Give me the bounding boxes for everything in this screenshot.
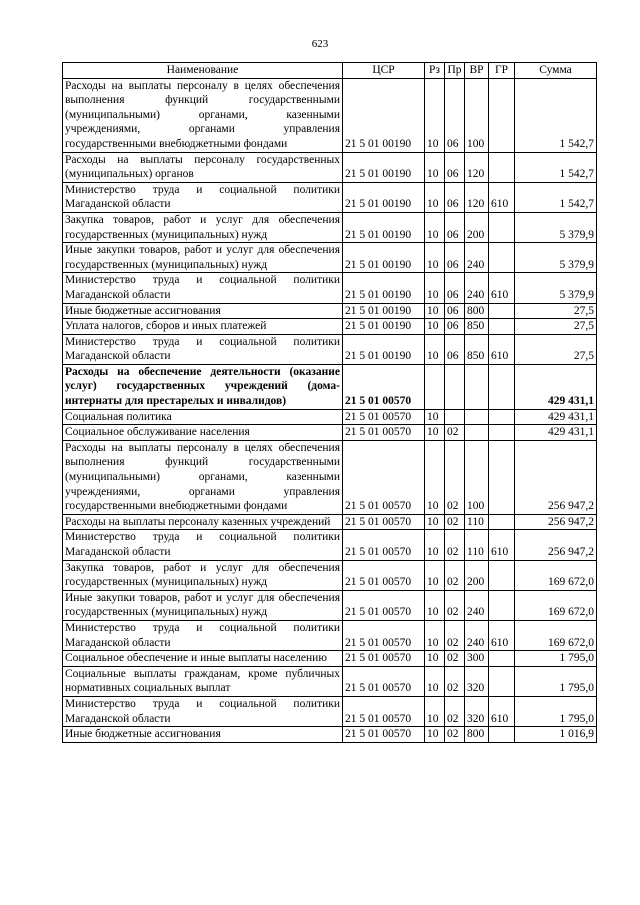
- cell-gr: 610: [489, 620, 515, 650]
- cell-sum: 429 431,1: [515, 409, 597, 425]
- cell-csr: 21 5 01 00570: [343, 364, 425, 409]
- table-row: [63, 590, 597, 620]
- cell-pr: 02: [445, 666, 465, 696]
- column-header-csr: ЦСР: [343, 63, 425, 79]
- cell-vr: 200: [465, 560, 489, 590]
- cell-name: Иные бюджетные ассигнования: [63, 303, 343, 319]
- cell-gr: 610: [489, 273, 515, 303]
- table-row: [63, 273, 597, 303]
- table-row: [63, 440, 597, 514]
- cell-pr: [445, 364, 465, 409]
- cell-sum: 1 795,0: [515, 651, 597, 667]
- cell-gr: [489, 651, 515, 667]
- cell-vr: 120: [465, 182, 489, 212]
- cell-name: Расходы на выплаты персоналу государственных (муниципальных) органов: [63, 152, 343, 182]
- cell-gr: 610: [489, 334, 515, 364]
- cell-sum: 5 379,9: [515, 273, 597, 303]
- cell-vr: 110: [465, 530, 489, 560]
- cell-gr: [489, 666, 515, 696]
- cell-name: Социальное обслуживание населения: [63, 425, 343, 441]
- cell-sum: 429 431,1: [515, 425, 597, 441]
- cell-vr: 100: [465, 78, 489, 152]
- table-row: [63, 364, 597, 409]
- cell-pr: 02: [445, 651, 465, 667]
- column-header-pr: Пр: [445, 63, 465, 79]
- cell-gr: 610: [489, 182, 515, 212]
- table-row: [63, 666, 597, 696]
- cell-csr: 21 5 01 00570: [343, 530, 425, 560]
- cell-name: Закупка товаров, работ и услуг для обеспечения государственных (муниципальных) нужд: [63, 560, 343, 590]
- cell-rz: 10: [425, 152, 445, 182]
- cell-name: Расходы на обеспечение деятельности (оказание услуг) государственных учреждений (дома-интернаты для престарелых и инвалидов): [63, 364, 343, 409]
- cell-csr: 21 5 01 00190: [343, 182, 425, 212]
- cell-pr: [445, 409, 465, 425]
- cell-gr: [489, 514, 515, 530]
- cell-gr: [489, 364, 515, 409]
- cell-rz: 10: [425, 334, 445, 364]
- cell-gr: [489, 243, 515, 273]
- cell-sum: 1 542,7: [515, 152, 597, 182]
- cell-vr: 240: [465, 273, 489, 303]
- column-header-sum: Сумма: [515, 63, 597, 79]
- cell-gr: [489, 425, 515, 441]
- cell-pr: 06: [445, 152, 465, 182]
- cell-sum: 169 672,0: [515, 590, 597, 620]
- cell-name: Министерство труда и социальной политики Магаданской области: [63, 182, 343, 212]
- cell-sum: 429 431,1: [515, 364, 597, 409]
- cell-name: Министерство труда и социальной политики Магаданской области: [63, 334, 343, 364]
- cell-name: Расходы на выплаты персоналу в целях обеспечения выполнения функций государственными (муниципальными) органами, казенными учреждениями, органами управления государственными внебюджетными фондами: [63, 440, 343, 514]
- cell-sum: 1 016,9: [515, 727, 597, 743]
- cell-vr: 100: [465, 440, 489, 514]
- cell-name: Министерство труда и социальной политики Магаданской области: [63, 696, 343, 726]
- cell-csr: 21 5 01 00190: [343, 273, 425, 303]
- cell-pr: 06: [445, 243, 465, 273]
- cell-rz: [425, 364, 445, 409]
- table-row: [63, 425, 597, 441]
- cell-pr: 02: [445, 530, 465, 560]
- cell-rz: 10: [425, 440, 445, 514]
- table-row: [63, 303, 597, 319]
- cell-vr: 300: [465, 651, 489, 667]
- cell-csr: 21 5 01 00570: [343, 696, 425, 726]
- cell-csr: 21 5 01 00190: [343, 152, 425, 182]
- table-row: [63, 696, 597, 726]
- cell-sum: 1 795,0: [515, 666, 597, 696]
- table-row: [63, 620, 597, 650]
- cell-pr: 06: [445, 212, 465, 242]
- cell-sum: 5 379,9: [515, 212, 597, 242]
- cell-gr: [489, 560, 515, 590]
- cell-gr: [489, 303, 515, 319]
- cell-rz: 10: [425, 560, 445, 590]
- cell-csr: 21 5 01 00190: [343, 334, 425, 364]
- cell-pr: 06: [445, 319, 465, 335]
- cell-rz: 10: [425, 409, 445, 425]
- cell-pr: 06: [445, 303, 465, 319]
- table-row: [63, 560, 597, 590]
- cell-name: Иные закупки товаров, работ и услуг для обеспечения государственных (муниципальных) нужд: [63, 243, 343, 273]
- cell-rz: 10: [425, 590, 445, 620]
- cell-sum: 256 947,2: [515, 514, 597, 530]
- table-body: [63, 78, 597, 742]
- cell-gr: 610: [489, 530, 515, 560]
- cell-rz: 10: [425, 651, 445, 667]
- cell-csr: 21 5 01 00570: [343, 590, 425, 620]
- cell-rz: 10: [425, 666, 445, 696]
- table-row: [63, 152, 597, 182]
- cell-csr: 21 5 01 00570: [343, 560, 425, 590]
- table-row: [63, 182, 597, 212]
- cell-pr: 02: [445, 425, 465, 441]
- cell-gr: [489, 152, 515, 182]
- cell-csr: 21 5 01 00190: [343, 303, 425, 319]
- cell-gr: [489, 319, 515, 335]
- cell-csr: 21 5 01 00570: [343, 425, 425, 441]
- cell-csr: 21 5 01 00190: [343, 243, 425, 273]
- cell-name: Закупка товаров, работ и услуг для обеспечения государственных (муниципальных) нужд: [63, 212, 343, 242]
- cell-name: Социальные выплаты гражданам, кроме публичных нормативных социальных выплат: [63, 666, 343, 696]
- cell-gr: [489, 440, 515, 514]
- cell-pr: 02: [445, 696, 465, 726]
- cell-sum: 5 379,9: [515, 243, 597, 273]
- cell-gr: 610: [489, 696, 515, 726]
- cell-pr: 02: [445, 560, 465, 590]
- cell-name: Иные бюджетные ассигнования: [63, 727, 343, 743]
- cell-vr: [465, 425, 489, 441]
- cell-csr: 21 5 01 00570: [343, 651, 425, 667]
- table-row: [63, 530, 597, 560]
- cell-rz: 10: [425, 620, 445, 650]
- cell-csr: 21 5 01 00570: [343, 666, 425, 696]
- cell-vr: 800: [465, 303, 489, 319]
- table-row: [63, 78, 597, 152]
- cell-sum: 27,5: [515, 334, 597, 364]
- page-number: 623: [311, 38, 329, 50]
- cell-vr: 240: [465, 590, 489, 620]
- cell-vr: 320: [465, 666, 489, 696]
- cell-csr: 21 5 01 00570: [343, 727, 425, 743]
- cell-vr: 120: [465, 152, 489, 182]
- cell-vr: 850: [465, 334, 489, 364]
- cell-csr: 21 5 01 00190: [343, 78, 425, 152]
- cell-vr: 320: [465, 696, 489, 726]
- cell-pr: 02: [445, 440, 465, 514]
- cell-rz: 10: [425, 319, 445, 335]
- cell-gr: [489, 727, 515, 743]
- cell-name: Министерство труда и социальной политики Магаданской области: [63, 620, 343, 650]
- cell-pr: 02: [445, 620, 465, 650]
- cell-sum: 27,5: [515, 319, 597, 335]
- cell-csr: 21 5 01 00570: [343, 514, 425, 530]
- cell-rz: 10: [425, 182, 445, 212]
- cell-rz: 10: [425, 78, 445, 152]
- cell-sum: 169 672,0: [515, 560, 597, 590]
- cell-sum: 256 947,2: [515, 530, 597, 560]
- cell-vr: 850: [465, 319, 489, 335]
- budget-table: [62, 62, 597, 743]
- cell-rz: 10: [425, 273, 445, 303]
- cell-gr: [489, 78, 515, 152]
- cell-name: Социальное обеспечение и иные выплаты населению: [63, 651, 343, 667]
- cell-rz: 10: [425, 514, 445, 530]
- cell-rz: 10: [425, 530, 445, 560]
- cell-vr: 110: [465, 514, 489, 530]
- cell-gr: [489, 212, 515, 242]
- cell-sum: 27,5: [515, 303, 597, 319]
- cell-vr: [465, 409, 489, 425]
- cell-vr: 800: [465, 727, 489, 743]
- column-header-gr: ГР: [489, 63, 515, 79]
- column-header-rz: Рз: [425, 63, 445, 79]
- table-row: [63, 514, 597, 530]
- table-row: [63, 334, 597, 364]
- cell-name: Расходы на выплаты персоналу в целях обеспечения выполнения функций государственными (муниципальными) органами, казенными учреждениями, органами управления государственными внебюджетными фондами: [63, 78, 343, 152]
- cell-vr: [465, 364, 489, 409]
- cell-rz: 10: [425, 425, 445, 441]
- column-header-vr: ВР: [465, 63, 489, 79]
- cell-name: Социальная политика: [63, 409, 343, 425]
- cell-pr: 06: [445, 334, 465, 364]
- cell-vr: 200: [465, 212, 489, 242]
- table-row: [63, 319, 597, 335]
- table-row: [63, 243, 597, 273]
- cell-name: Министерство труда и социальной политики Магаданской области: [63, 530, 343, 560]
- cell-name: Расходы на выплаты персоналу казенных учреждений: [63, 514, 343, 530]
- table-row: [63, 409, 597, 425]
- cell-csr: 21 5 01 00570: [343, 620, 425, 650]
- cell-rz: 10: [425, 696, 445, 726]
- table-row: [63, 727, 597, 743]
- cell-vr: 240: [465, 620, 489, 650]
- cell-pr: 06: [445, 273, 465, 303]
- cell-csr: 21 5 01 00570: [343, 440, 425, 514]
- cell-rz: 10: [425, 243, 445, 273]
- table-row: [63, 212, 597, 242]
- table-header-row: [63, 63, 597, 79]
- cell-gr: [489, 590, 515, 620]
- cell-rz: 10: [425, 303, 445, 319]
- cell-vr: 240: [465, 243, 489, 273]
- cell-rz: 10: [425, 212, 445, 242]
- cell-sum: 1 542,7: [515, 182, 597, 212]
- cell-gr: [489, 409, 515, 425]
- cell-sum: 1 795,0: [515, 696, 597, 726]
- cell-sum: 169 672,0: [515, 620, 597, 650]
- cell-csr: 21 5 01 00190: [343, 212, 425, 242]
- cell-pr: 02: [445, 590, 465, 620]
- cell-sum: 1 542,7: [515, 78, 597, 152]
- cell-sum: 256 947,2: [515, 440, 597, 514]
- table-row: [63, 651, 597, 667]
- column-header-name: Наименование: [63, 63, 343, 79]
- cell-rz: 10: [425, 727, 445, 743]
- cell-pr: 06: [445, 78, 465, 152]
- cell-name: Уплата налогов, сборов и иных платежей: [63, 319, 343, 335]
- cell-pr: 02: [445, 727, 465, 743]
- cell-pr: 02: [445, 514, 465, 530]
- cell-name: Министерство труда и социальной политики Магаданской области: [63, 273, 343, 303]
- cell-csr: 21 5 01 00570: [343, 409, 425, 425]
- cell-csr: 21 5 01 00190: [343, 319, 425, 335]
- cell-name: Иные закупки товаров, работ и услуг для обеспечения государственных (муниципальных) нужд: [63, 590, 343, 620]
- cell-pr: 06: [445, 182, 465, 212]
